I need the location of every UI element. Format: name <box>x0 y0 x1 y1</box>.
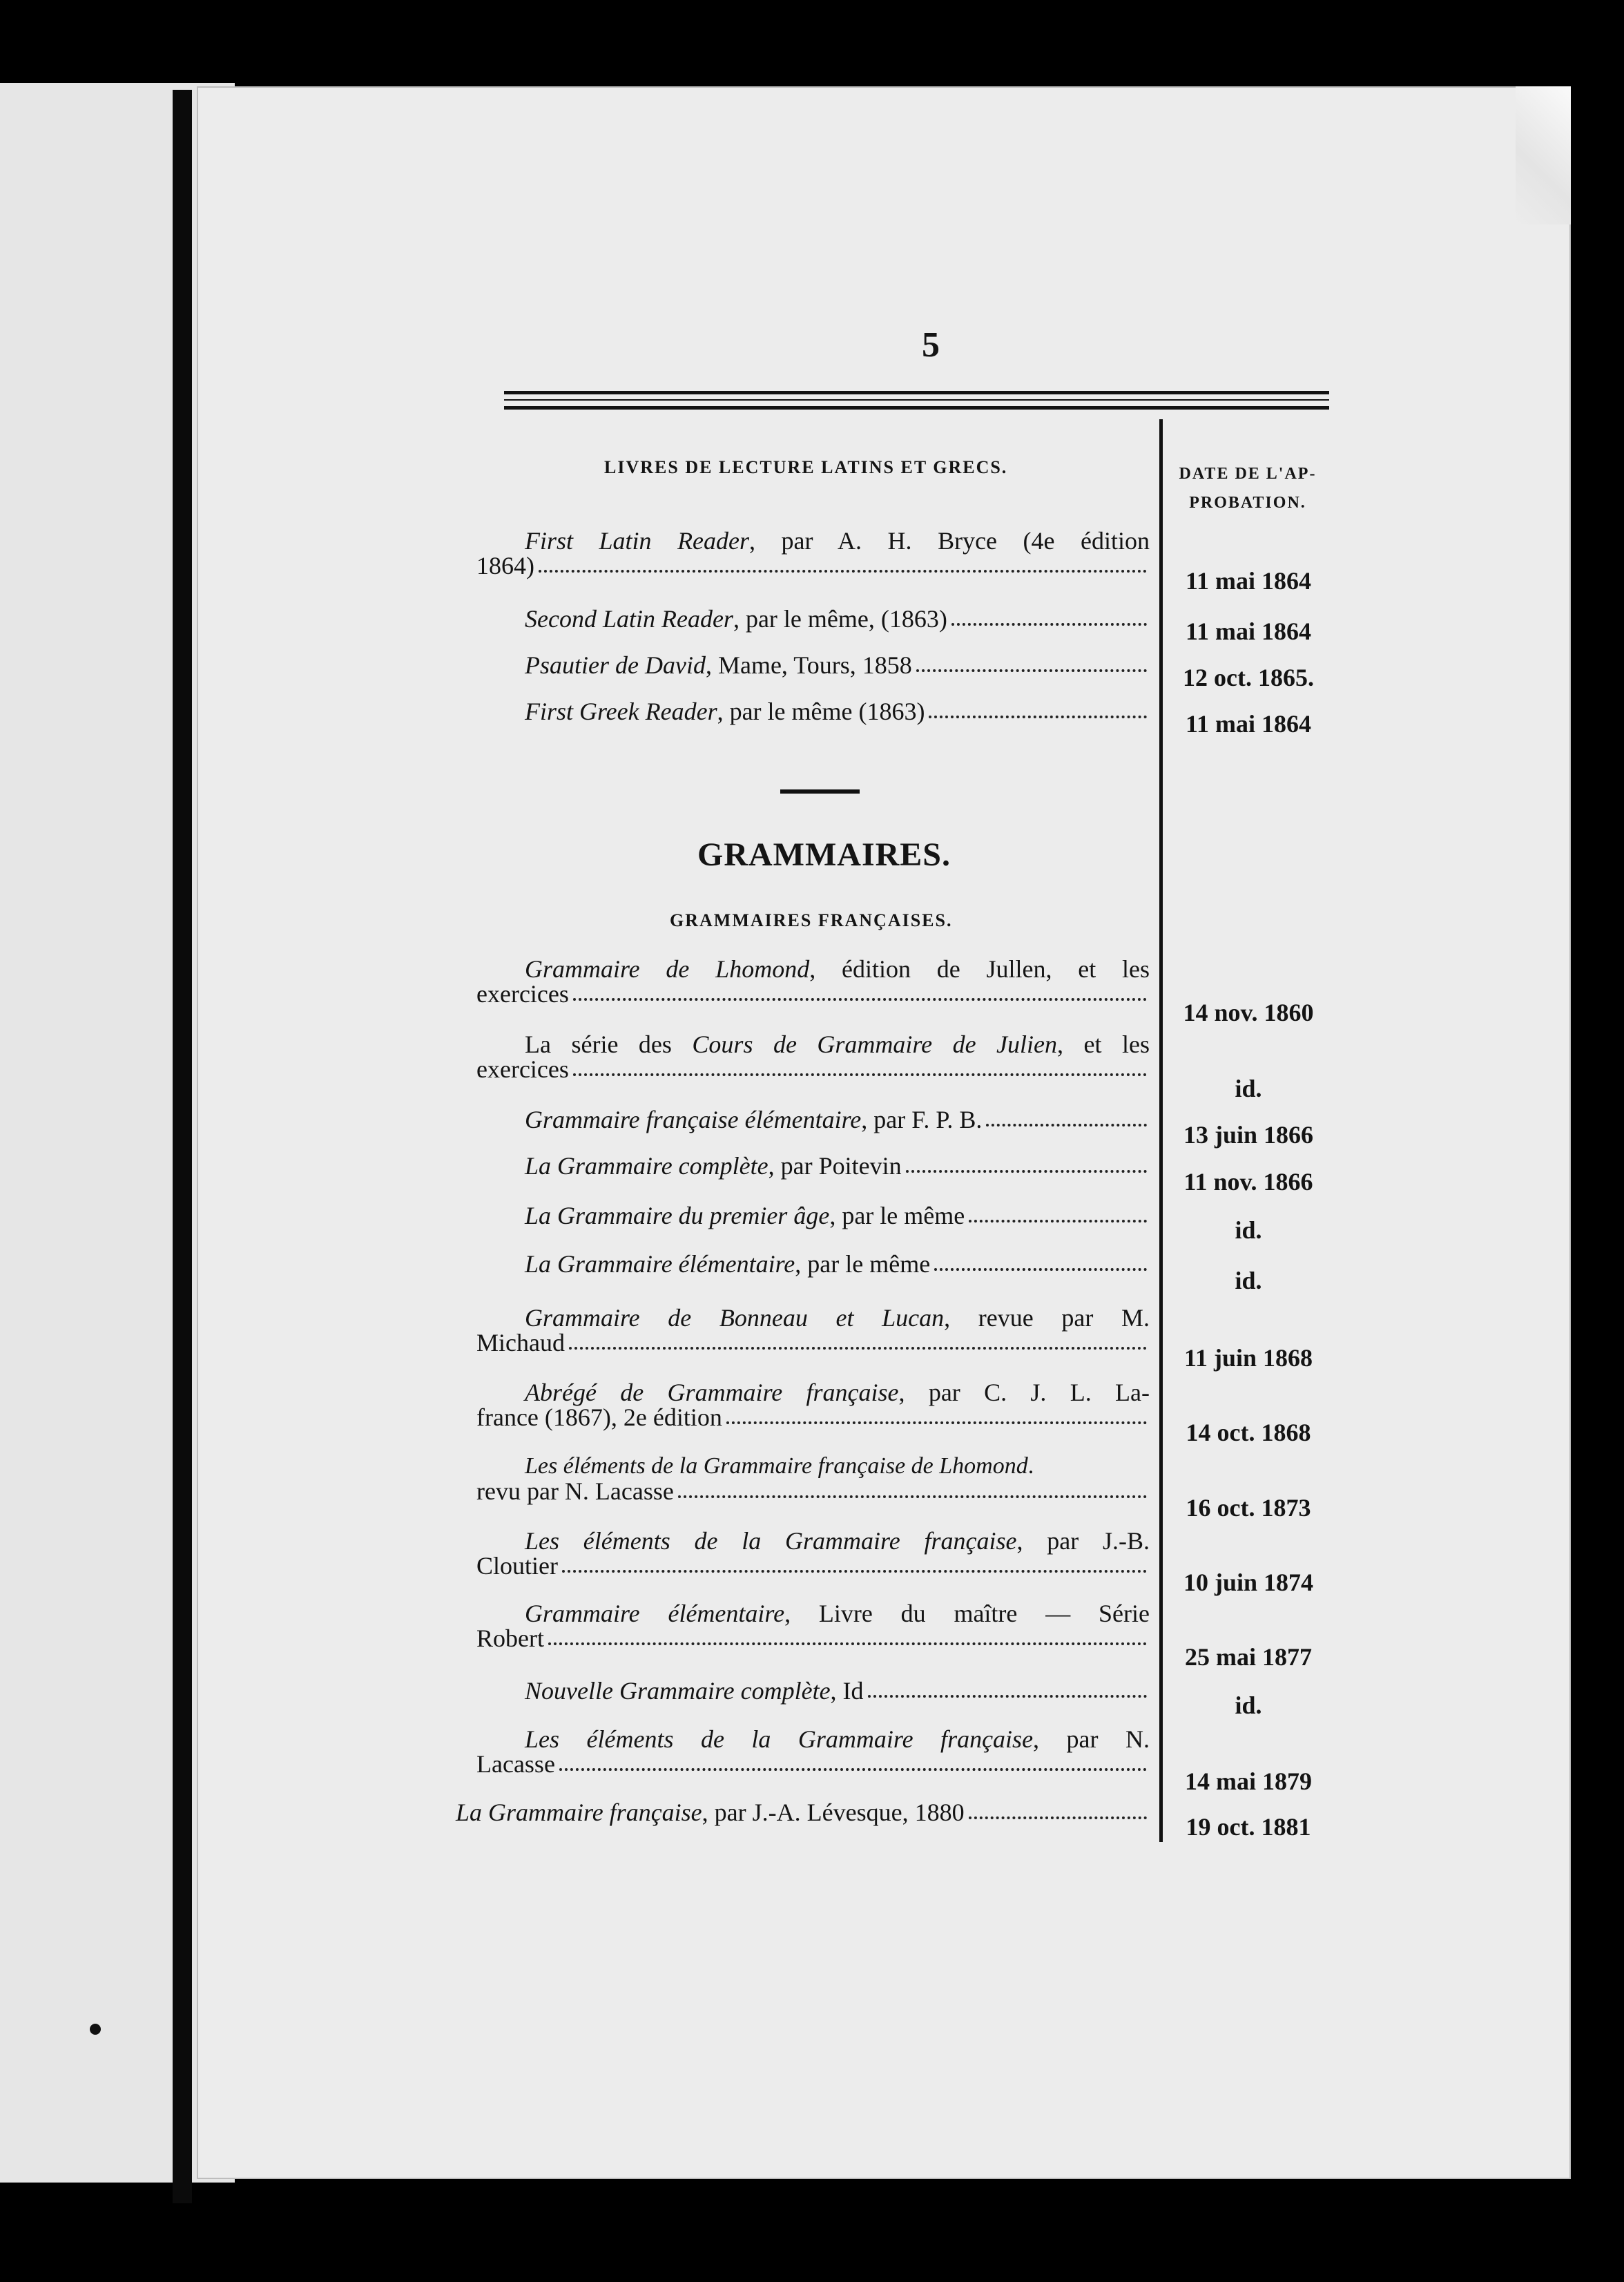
list-item <box>476 1601 1150 1651</box>
leader-dots <box>678 1495 1147 1498</box>
leader-dots <box>569 1347 1147 1350</box>
book-title: La Grammaire complète <box>525 1152 768 1180</box>
list-item <box>456 1800 1150 1825</box>
entry-line <box>476 1678 1150 1703</box>
book-spine <box>173 90 192 2203</box>
leader-dots <box>539 570 1147 573</box>
leader-dots <box>969 1220 1147 1222</box>
book-title: Grammaire de Lhomond <box>525 955 810 983</box>
section-header-readers: LIVRES DE LECTURE LATINS ET GRECS. <box>604 457 1008 477</box>
list-item <box>476 1203 1150 1228</box>
approval-date: 16 oct. 1873 <box>1186 1494 1311 1522</box>
entry-line <box>476 957 1150 981</box>
entry-line <box>476 1752 1150 1776</box>
leader-dots <box>906 1170 1147 1173</box>
entry-line <box>476 1553 1150 1578</box>
section-separator <box>780 789 860 794</box>
list-item <box>476 1727 1150 1776</box>
entry-text: , édition de Jullen, et les <box>809 955 1150 983</box>
list-item <box>476 1678 1150 1703</box>
book-title: Nouvelle Grammaire complète <box>525 1677 831 1705</box>
entry-text: , par le même (1863) <box>717 698 925 725</box>
entry-line <box>476 653 1150 678</box>
approval-date: 14 nov. 1860 <box>1183 999 1314 1026</box>
entry-line <box>476 1203 1150 1228</box>
approval-date: 11 juin 1868 <box>1183 1344 1313 1372</box>
entry-line <box>476 1057 1150 1082</box>
book-title: Les éléments de la Grammaire française <box>525 1725 1034 1753</box>
leader-dots <box>562 1570 1147 1573</box>
entry-text: Cloutier <box>476 1552 558 1580</box>
approval-date: id. <box>1235 1267 1262 1294</box>
entry-text: , et les <box>1057 1030 1150 1058</box>
entry-line <box>476 553 1150 578</box>
entry-line <box>476 1330 1150 1355</box>
list-item <box>476 1380 1150 1430</box>
entry-line <box>476 1454 1150 1479</box>
page-corner-fold <box>1516 86 1571 224</box>
book-title: First Greek Reader <box>525 698 717 725</box>
entry-text: , Id <box>830 1677 864 1705</box>
entry-line <box>476 1032 1150 1057</box>
approval-date: id. <box>1235 1216 1262 1244</box>
entry-line <box>476 1153 1150 1178</box>
list-item <box>476 528 1150 578</box>
leader-dots <box>573 998 1147 1001</box>
entry-text: , revue par M. <box>944 1304 1150 1332</box>
book-title: First Latin Reader <box>525 527 750 555</box>
date-header-line: PROBATION. <box>1189 494 1306 512</box>
approval-date: 11 mai 1864 <box>1185 710 1311 738</box>
list-item <box>476 1305 1150 1355</box>
page-number: 5 <box>922 325 940 365</box>
entry-text: , par N. <box>1033 1725 1150 1753</box>
list-item <box>476 653 1150 678</box>
leader-dots <box>868 1695 1147 1698</box>
leader-dots <box>726 1421 1147 1424</box>
list-item <box>476 957 1150 1006</box>
approval-date: id. <box>1235 1691 1262 1719</box>
entry-line <box>476 606 1150 631</box>
list-item <box>476 1107 1150 1132</box>
entry-line <box>476 528 1150 553</box>
entry-line <box>476 1380 1150 1405</box>
list-item <box>476 606 1150 631</box>
entry-line <box>476 1528 1150 1553</box>
entry-text: . <box>1027 1453 1034 1479</box>
book-title: Cours de Grammaire de Julien <box>692 1030 1058 1058</box>
approval-date: 11 mai 1864 <box>1185 617 1311 645</box>
book-title: La Grammaire du premier âge <box>525 1202 830 1229</box>
section-title: GRAMMAIRES. <box>697 836 951 873</box>
list-item <box>476 1153 1150 1178</box>
approval-date: id. <box>1235 1075 1262 1102</box>
book-title: Psautier de David <box>525 651 706 679</box>
list-item <box>476 1454 1150 1504</box>
book-title: La Grammaire élémentaire <box>525 1250 795 1278</box>
leader-dots <box>934 1268 1147 1271</box>
entry-line <box>476 1626 1150 1651</box>
entry-text: exercices <box>476 1055 569 1083</box>
date-column-header <box>1165 459 1331 517</box>
entry-text: revu par N. Lacasse <box>476 1477 674 1505</box>
entry-text: , Mame, Tours, 1858 <box>705 651 912 679</box>
list-item <box>476 1032 1150 1082</box>
leader-dots <box>548 1642 1147 1645</box>
entry-line <box>476 1252 1150 1276</box>
leader-dots <box>559 1768 1147 1771</box>
entry-text: , par A. H. Bryce (4e édition <box>749 527 1150 555</box>
entry-text: , par le même <box>795 1250 931 1278</box>
entry-text: La série des <box>525 1030 693 1058</box>
leader-dots <box>969 1816 1147 1819</box>
entry-text: 1864) <box>476 552 534 579</box>
leader-dots <box>916 669 1147 672</box>
entry-text: , par F. P. B. <box>861 1106 983 1133</box>
ink-dot <box>90 2024 101 2035</box>
leader-dots <box>986 1124 1147 1126</box>
subsection-title: GRAMMAIRES FRANÇAISES. <box>670 910 953 930</box>
column-divider <box>1159 419 1163 1842</box>
book-title: Grammaire élémentaire <box>525 1600 785 1627</box>
entry-line <box>476 1405 1150 1430</box>
approval-date: 25 mai 1877 <box>1185 1643 1312 1671</box>
book-title: Grammaire française élémentaire <box>525 1106 862 1133</box>
entry-text: Lacasse <box>476 1750 555 1778</box>
entry-line <box>476 981 1150 1006</box>
leader-dots <box>573 1073 1147 1076</box>
entry-text: Robert <box>476 1624 544 1652</box>
date-header-line: DATE DE L'AP- <box>1179 465 1317 483</box>
entry-line <box>476 1727 1150 1752</box>
entry-text: exercices <box>476 980 569 1008</box>
book-title: Grammaire de Bonneau et Lucan <box>525 1304 945 1332</box>
entry-line <box>476 1479 1150 1504</box>
approval-date: 19 oct. 1881 <box>1186 1813 1311 1841</box>
leader-dots <box>929 716 1147 718</box>
entry-text: , Livre du maître — Série <box>784 1600 1150 1627</box>
list-item <box>476 1528 1150 1578</box>
entry-text: , par le même <box>829 1202 965 1229</box>
entry-text: france (1867), 2e édition <box>476 1403 722 1431</box>
entry-text: , par Poitevin <box>768 1152 902 1180</box>
entry-text: , par le même, (1863) <box>733 605 947 633</box>
entry-line <box>476 1601 1150 1626</box>
entry-line <box>456 1800 1150 1825</box>
book-title: Les éléments de la Grammaire française de Lhomond <box>525 1453 1028 1479</box>
entry-text: , par J.-A. Lévesque, 1880 <box>702 1799 965 1826</box>
book-title: Les éléments de la Grammaire française <box>525 1527 1017 1555</box>
approval-date: 10 juin 1874 <box>1183 1569 1314 1596</box>
leader-dots <box>951 623 1147 626</box>
entry-text: , par C. J. L. La- <box>898 1379 1150 1406</box>
approval-date: 11 mai 1864 <box>1185 567 1311 595</box>
approval-date: 14 mai 1879 <box>1185 1767 1312 1795</box>
approval-date: 12 oct. 1865. <box>1183 664 1314 691</box>
list-item <box>476 699 1150 724</box>
approval-date: 11 nov. 1866 <box>1183 1168 1313 1196</box>
header-rule <box>504 391 1329 394</box>
approval-date: 13 juin 1866 <box>1183 1121 1314 1149</box>
entry-line <box>476 1305 1150 1330</box>
entry-line <box>476 699 1150 724</box>
book-title: Second Latin Reader <box>525 605 733 633</box>
header-rule <box>504 406 1329 410</box>
book-title: La Grammaire française <box>456 1799 702 1826</box>
header-rule <box>504 399 1329 401</box>
entry-line <box>476 1107 1150 1132</box>
entry-text: Michaud <box>476 1329 565 1356</box>
book-title: Abrégé de Grammaire française <box>525 1379 899 1406</box>
entry-text: , par J.-B. <box>1016 1527 1150 1555</box>
list-item <box>476 1252 1150 1276</box>
approval-date: 14 oct. 1868 <box>1186 1419 1311 1446</box>
